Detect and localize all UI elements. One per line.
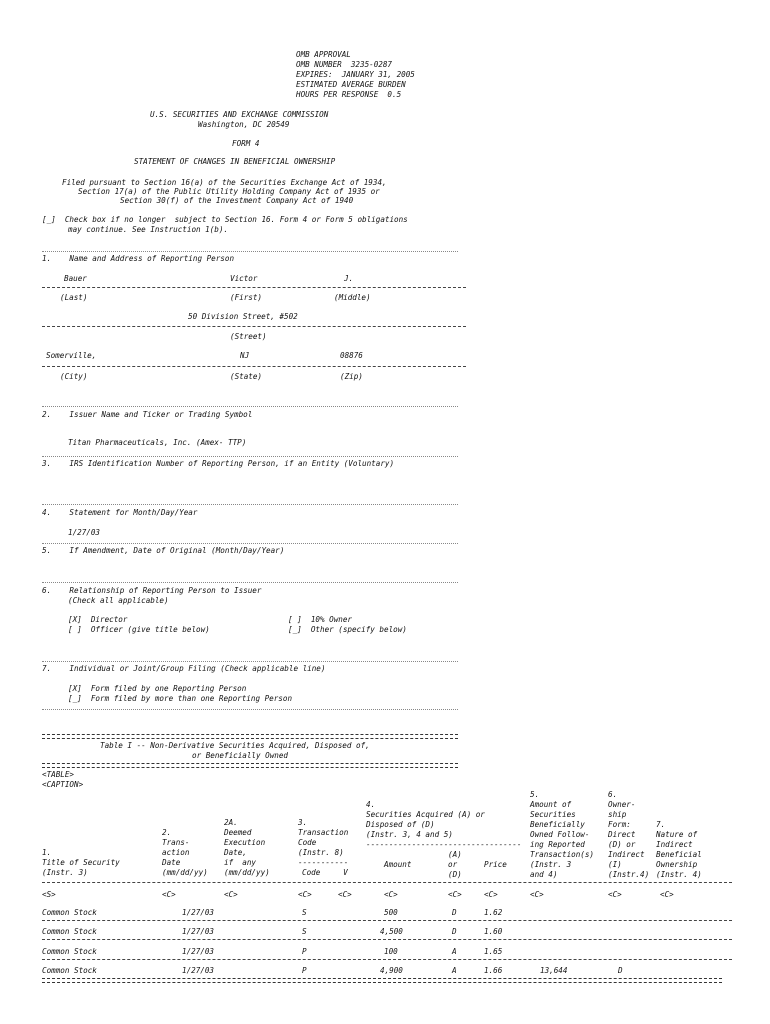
table-title: Table I -- Non-Derivative Securities Acquired, Disposed of,: [100, 741, 370, 750]
divider: [42, 582, 458, 583]
transaction-code: S: [302, 927, 307, 936]
acquired-or-disposed: D: [452, 927, 457, 936]
divider: [42, 661, 458, 662]
section4-heading: 4. Statement for Month/Day/Year: [42, 508, 198, 517]
last-label: (Last): [60, 293, 88, 302]
divider: [42, 709, 458, 710]
filed-pursuant-line: Section 17(a) of the Public Utility Holding Company Act of 1935 or: [78, 187, 380, 196]
section2-heading: 2. Issuer Name and Ticker or Trading Symbol: [42, 410, 253, 419]
amount: 4,900: [380, 966, 403, 975]
section1-heading: 1. Name and Address of Reporting Person: [42, 254, 235, 263]
form-number: FORM 4: [232, 139, 260, 148]
state-field[interactable]: NJ: [240, 351, 250, 360]
price: 1.66: [484, 966, 503, 975]
section7-heading: 7. Individual or Joint/Group Filing (Check applicable line): [42, 664, 326, 673]
underline: [42, 366, 466, 367]
section3-heading: 3. IRS Identification Number of Reporting Person, if an Entity (Voluntary): [42, 459, 395, 468]
owner10-checkbox[interactable]: [ ] 10% Owner: [288, 615, 353, 624]
city-label: (City): [60, 372, 88, 381]
street-field[interactable]: 50 Division Street, #502: [188, 312, 298, 321]
transaction-code: P: [302, 966, 307, 975]
underline: [42, 326, 466, 327]
omb-line: OMB NUMBER 3235-0287: [296, 60, 393, 69]
acquired-or-disposed: A: [452, 947, 457, 956]
omb-line: OMB APPROVAL: [296, 50, 351, 59]
ownership-form: D: [618, 966, 623, 975]
first-name-field[interactable]: Victor: [230, 274, 258, 283]
zip-label: (Zip): [340, 372, 363, 381]
amount: 500: [384, 908, 398, 917]
state-label: (State): [230, 372, 263, 381]
section6-heading: 6. Relationship of Reporting Person to Issuer: [42, 586, 262, 595]
price: 1.62: [484, 908, 503, 917]
street-label: (Street): [230, 332, 267, 341]
section16-note: may continue. See Instruction 1(b).: [68, 225, 229, 234]
section16-checkbox[interactable]: [_] Check box if no longer subject to Section 16. Form 4 or Form 5 obligations: [42, 215, 408, 224]
double-rule: [42, 978, 722, 983]
transaction-code: P: [302, 947, 307, 956]
security-title: Common Stock: [42, 966, 97, 975]
omb-line: EXPIRES: JANUARY 31, 2005: [296, 70, 415, 79]
security-title: Common Stock: [42, 947, 97, 956]
filed-pursuant-line: Section 30(f) of the Investment Company Act of 1940: [120, 196, 354, 205]
divider: [42, 456, 458, 457]
middle-label: (Middle): [334, 293, 371, 302]
header-rule: [42, 882, 732, 883]
city-field[interactable]: Somerville,: [46, 351, 97, 360]
security-title: Common Stock: [42, 908, 97, 917]
middle-name-field[interactable]: J.: [344, 274, 354, 283]
security-title: Common Stock: [42, 927, 97, 936]
acquired-or-disposed: D: [452, 908, 457, 917]
table-tag: <TABLE>: [42, 770, 75, 779]
transaction-date: 1/27/03: [182, 908, 215, 917]
transaction-date: 1/27/03: [182, 966, 215, 975]
divider: [42, 251, 458, 252]
transaction-code: S: [302, 908, 307, 917]
officer-checkbox[interactable]: [ ] Officer (give title below): [68, 625, 210, 634]
section5-heading: 5. If Amendment, Date of Original (Month/Day/Year): [42, 546, 285, 555]
row-rule: [42, 939, 732, 940]
row-rule: [42, 920, 732, 921]
price: 1.65: [484, 947, 503, 956]
amount: 100: [384, 947, 398, 956]
amount-owned: 13,644: [540, 966, 568, 975]
agency-city: Washington, DC 20549: [198, 120, 290, 129]
acquired-or-disposed: A: [452, 966, 457, 975]
other-checkbox[interactable]: [_] Other (specify below): [288, 625, 407, 634]
underline: [42, 287, 466, 288]
divider: [42, 543, 458, 544]
filed-pursuant-line: Filed pursuant to Section 16(a) of the Securities Exchange Act of 1934,: [62, 178, 387, 187]
form-title: STATEMENT OF CHANGES IN BENEFICIAL OWNERSHIP: [134, 157, 336, 166]
price: 1.60: [484, 927, 503, 936]
section6-subheading: (Check all applicable): [68, 596, 169, 605]
amount: 4,500: [380, 927, 403, 936]
double-rule: [42, 734, 458, 739]
transaction-date: 1/27/03: [182, 927, 215, 936]
omb-line: ESTIMATED AVERAGE BURDEN: [296, 80, 406, 89]
transaction-date: 1/27/03: [182, 947, 215, 956]
multi-person-checkbox[interactable]: [_] Form filed by more than one Reporting Person: [68, 694, 293, 703]
zip-field[interactable]: 08876: [340, 351, 363, 360]
caption-tag: <CAPTION>: [42, 780, 84, 789]
divider: [42, 406, 458, 407]
divider: [42, 504, 458, 505]
director-checkbox[interactable]: [X] Director: [68, 615, 128, 624]
double-rule: [42, 763, 458, 768]
agency-name: U.S. SECURITIES AND EXCHANGE COMMISSION: [150, 110, 329, 119]
issuer-name-field[interactable]: Titan Pharmaceuticals, Inc. (Amex- TTP): [68, 438, 247, 447]
row-rule: [42, 959, 732, 960]
statement-date-field[interactable]: 1/27/03: [68, 528, 101, 537]
one-person-checkbox[interactable]: [X] Form filed by one Reporting Person: [68, 684, 247, 693]
omb-line: HOURS PER RESPONSE 0.5: [296, 90, 402, 99]
last-name-field[interactable]: Bauer: [64, 274, 87, 283]
first-label: (First): [230, 293, 263, 302]
table-subtitle: or Beneficially Owned: [192, 751, 289, 760]
